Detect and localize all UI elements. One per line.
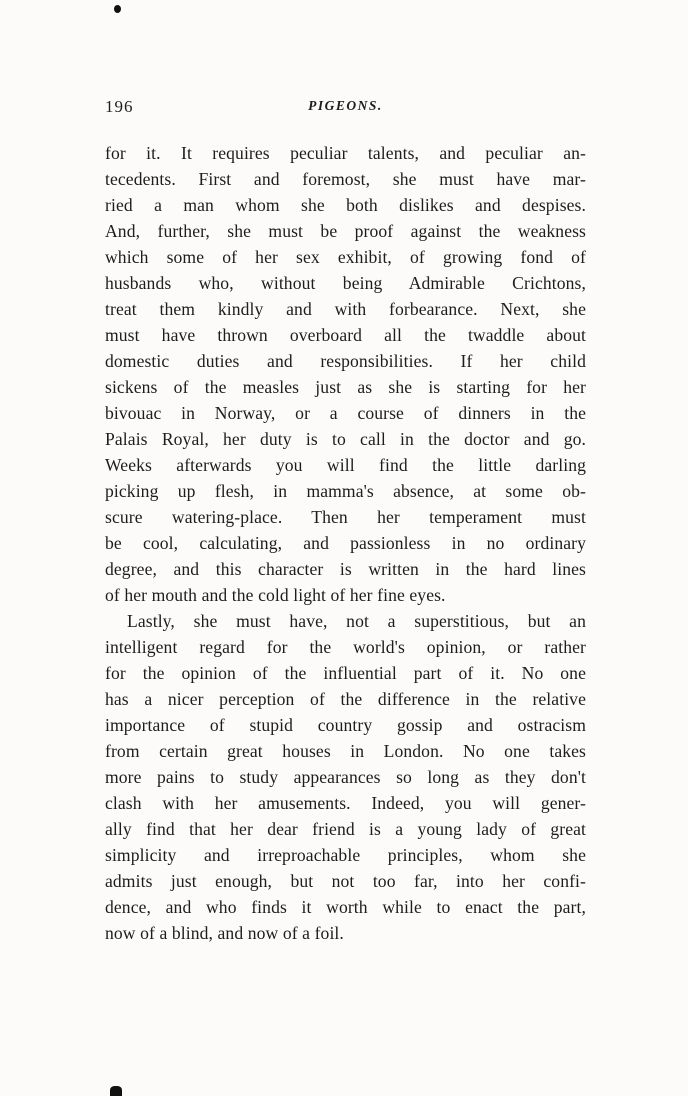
text-line: has a nicer perception of the difference in the relative xyxy=(105,689,586,709)
ink-speck-artifact xyxy=(110,1086,122,1096)
text-line: domestic duties and responsibilities. If her child xyxy=(105,351,586,371)
text-line: be cool, calculating, and passionless in no ordinary xyxy=(105,533,586,553)
text-line: picking up flesh, in mamma's absence, at some ob- xyxy=(105,481,586,501)
text-line: admits just enough, but not too far, into her confi- xyxy=(105,871,586,891)
text-line: husbands who, without being Admirable Crichtons, xyxy=(105,273,586,293)
text-line: bivouac in Norway, or a course of dinners in the xyxy=(105,403,586,423)
text-line: more pains to study appearances so long as they don't xyxy=(105,767,586,787)
text-line: for the opinion of the influential part of it. No one xyxy=(105,663,586,683)
text-line: Palais Royal, her duty is to call in the doctor and go. xyxy=(105,429,586,449)
text-line: ally find that her dear friend is a young lady of great xyxy=(105,819,586,839)
running-head xyxy=(105,95,586,117)
text-line: degree, and this character is written in the hard lines xyxy=(105,559,586,579)
text-line: for it. It requires peculiar talents, and peculiar an- xyxy=(105,143,586,163)
page-number: 196 xyxy=(105,97,134,116)
text-line: must have thrown overboard all the twaddle about xyxy=(105,325,586,345)
text-line: from certain great houses in London. No one takes xyxy=(105,741,586,761)
text-line: tecedents. First and foremost, she must have mar- xyxy=(105,169,586,189)
text-line: importance of stupid country gossip and ostracism xyxy=(105,715,586,735)
text-line: intelligent regard for the world's opinion, or rather xyxy=(105,637,586,657)
running-header-title: PIGEONS. xyxy=(308,98,383,113)
text-line: dence, and who finds it worth while to enact the part, xyxy=(105,897,586,917)
text-line: clash with her amusements. Indeed, you will gener- xyxy=(105,793,586,813)
text-line: now of a blind, and now of a foil. xyxy=(105,923,344,943)
text-line: scure watering-place. Then her temperament must xyxy=(105,507,586,527)
text-line: sickens of the measles just as she is starting for her xyxy=(105,377,586,397)
text-line: And, further, she must be proof against the weakness xyxy=(105,221,586,241)
text-line: Lastly, she must have, not a superstitious, but an xyxy=(127,611,586,631)
text-line: treat them kindly and with forbearance. Next, she xyxy=(105,299,586,319)
page-text-block xyxy=(105,140,586,946)
ink-speck-artifact xyxy=(114,5,121,13)
text-line: Weeks afterwards you will find the little darling xyxy=(105,455,586,475)
text-line: of her mouth and the cold light of her fine eyes. xyxy=(105,585,446,605)
text-line: simplicity and irreproachable principles, whom she xyxy=(105,845,586,865)
text-line: ried a man whom she both dislikes and despises. xyxy=(105,195,586,215)
text-line: which some of her sex exhibit, of growing fond of xyxy=(105,247,586,267)
